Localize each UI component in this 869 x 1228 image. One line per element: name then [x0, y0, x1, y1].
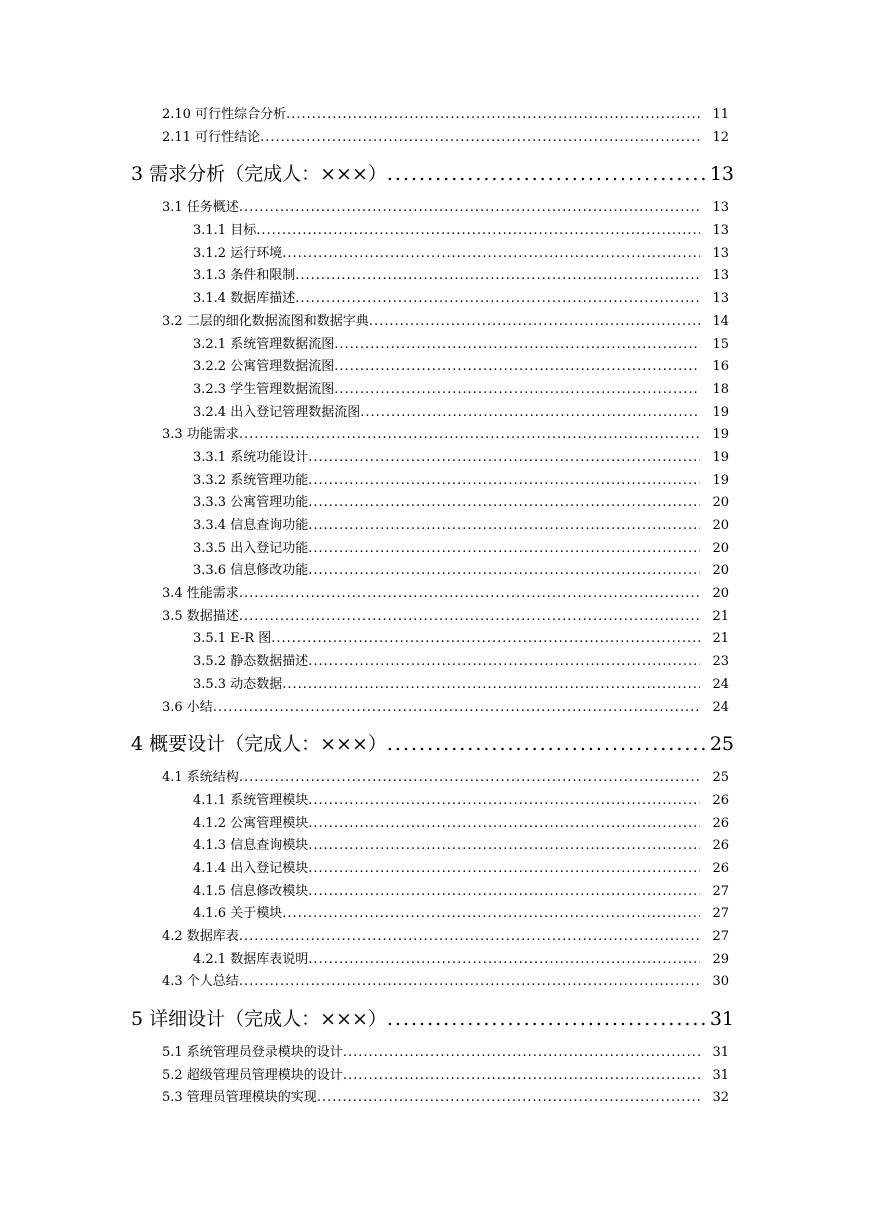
toc-page-number: 12 [712, 129, 729, 145]
toc-entry[interactable] [0, 288, 729, 311]
toc-leader-dots [256, 220, 700, 243]
toc-leader-dots [239, 197, 701, 220]
toc-entry[interactable] [0, 265, 729, 288]
toc-entry[interactable] [0, 470, 729, 493]
toc-entry-title: 2.10 可行性综合分析 [162, 107, 287, 122]
toc-entry[interactable] [0, 1042, 729, 1065]
toc-leader-dots [360, 402, 700, 425]
toc-entry[interactable] [0, 356, 729, 379]
toc-leader-dots [308, 651, 700, 674]
toc-page-number: 29 [712, 951, 729, 967]
toc-entry-title: 4.1 系统结构 [162, 770, 239, 786]
toc-leader-dots [260, 127, 700, 150]
toc-leader-dots [271, 628, 700, 651]
toc-entry[interactable] [0, 858, 729, 881]
toc-page-number: 19 [712, 404, 729, 420]
toc-entry-title: 3.3.2 系统管理功能 [193, 472, 309, 488]
toc-leader-dots [239, 424, 701, 447]
toc-page-number: 21 [712, 631, 729, 647]
toc-leader-dots [387, 1002, 708, 1036]
toc-entry[interactable] [0, 583, 729, 606]
toc-entry-title: 4 概要设计（完成人：×××） [131, 733, 387, 756]
toc-page-number: 31 [709, 1008, 734, 1031]
toc-page-number: 20 [712, 540, 729, 556]
toc-leader-dots [282, 674, 700, 697]
toc-entry-title: 5.2 超级管理员管理模块的设计 [162, 1067, 343, 1083]
toc-entry[interactable] [0, 311, 729, 334]
toc-page-number: 27 [712, 883, 729, 899]
toc-page-number: 31 [712, 1045, 729, 1061]
toc-leader-dots [308, 492, 700, 515]
toc-entry[interactable] [0, 515, 729, 538]
toc-page-number: 25 [709, 733, 734, 756]
toc-leader-dots [387, 157, 708, 191]
toc-entry-title: 3.5.1 E-R 图 [193, 631, 272, 647]
toc-entry-title: 3.2.3 学生管理数据流图 [193, 381, 335, 397]
toc-leader-dots [308, 538, 700, 561]
toc-entry-title: 4.1.5 信息修改模块 [193, 883, 309, 899]
toc-page-number: 26 [712, 792, 729, 808]
toc-entry-title: 3.1 任务概述 [162, 200, 239, 216]
toc-leader-dots [308, 835, 700, 858]
toc-entry[interactable] [0, 334, 729, 357]
toc-entry[interactable] [0, 949, 729, 972]
toc-leader-dots [308, 470, 700, 493]
toc-page-number: 13 [712, 223, 729, 239]
toc-page-number: 26 [712, 838, 729, 854]
toc-leader-dots [282, 903, 700, 926]
toc-page-number: 25 [712, 770, 729, 786]
toc-entry[interactable] [0, 1087, 729, 1110]
toc-entry[interactable] [0, 197, 729, 220]
toc-leader-dots [369, 311, 701, 334]
toc-leader-dots [343, 1065, 701, 1088]
toc-entry[interactable] [0, 971, 729, 994]
toc-entry[interactable] [0, 790, 729, 813]
toc-page-number: 31 [712, 1067, 729, 1083]
toc-entry-title: 3.4 性能需求 [162, 586, 239, 602]
toc-entry-title: 3.1.2 运行环境 [193, 245, 283, 261]
toc-entry[interactable] [0, 628, 729, 651]
toc-leader-dots [308, 949, 700, 972]
toc-entry[interactable] [0, 379, 729, 402]
toc-entry-title: 5.3 管理员管理模块的实现 [162, 1090, 317, 1106]
toc-entry[interactable] [0, 697, 729, 720]
toc-entry[interactable] [0, 881, 729, 904]
toc-page-number: 26 [712, 815, 729, 831]
toc-entry[interactable] [0, 835, 729, 858]
toc-entry-title: 3.2.2 公寓管理数据流图 [193, 359, 335, 375]
toc-entry[interactable] [0, 220, 729, 243]
toc-entry-title: 3.5.3 动态数据 [193, 676, 283, 692]
toc-entry-title: 5 详细设计（完成人：×××） [131, 1008, 387, 1031]
toc-entry[interactable] [0, 767, 729, 790]
toc-leader-dots [239, 767, 701, 790]
toc-page-number: 26 [712, 860, 729, 876]
toc-page-number: 21 [712, 608, 729, 624]
toc-page-number: 20 [712, 563, 729, 579]
toc-leader-dots [308, 881, 700, 904]
toc-entry-title: 3.1.1 目标 [193, 223, 257, 239]
toc-entry[interactable] [0, 674, 729, 697]
toc-entry-title: 3.5 数据描述 [162, 608, 239, 624]
toc-page-number: 27 [712, 929, 729, 944]
toc-page-number: 32 [712, 1090, 729, 1106]
toc-page-number: 19 [712, 427, 729, 443]
toc-entry[interactable] [0, 606, 729, 629]
toc-leader-dots [308, 447, 700, 470]
table-of-contents [0, 104, 869, 1110]
toc-entry[interactable] [0, 447, 729, 470]
toc-leader-dots [239, 971, 701, 994]
toc-leader-dots [286, 104, 700, 127]
toc-page-number: 15 [712, 336, 729, 352]
toc-entry[interactable] [0, 1065, 729, 1088]
toc-entry[interactable] [0, 903, 729, 926]
toc-leader-dots [239, 606, 701, 629]
toc-page-number: 13 [712, 268, 729, 284]
toc-entry-title: 4.1.3 信息查询模块 [193, 838, 309, 854]
toc-leader-dots [343, 1042, 701, 1065]
toc-leader-dots [387, 727, 708, 761]
toc-page-number: 16 [712, 359, 729, 375]
toc-entry[interactable] [0, 243, 729, 266]
toc-page-number: 19 [712, 472, 729, 488]
toc-entry[interactable] [0, 727, 734, 761]
toc-page-number: 14 [712, 313, 729, 329]
toc-entry[interactable] [0, 560, 729, 583]
toc-entry-title: 3.2.4 出入登记管理数据流图 [193, 404, 361, 420]
toc-page-number: 13 [712, 245, 729, 261]
toc-page-number: 30 [712, 974, 729, 990]
toc-page-number: 24 [712, 699, 729, 715]
toc-entry-title: 3.6 小结 [162, 699, 213, 715]
toc-entry[interactable] [0, 1002, 734, 1036]
toc-leader-dots [308, 560, 700, 583]
toc-page-number: 20 [712, 518, 729, 533]
toc-page-number: 23 [712, 654, 729, 670]
toc-entry-title: 3.3.5 出入登记功能 [193, 540, 309, 556]
toc-leader-dots [334, 356, 700, 379]
toc-entry[interactable] [0, 651, 729, 674]
toc-page-number: 24 [712, 676, 729, 692]
toc-entry-title: 4.1.2 公寓管理模块 [193, 815, 309, 831]
toc-entry-title: 4.1.4 出入登记模块 [193, 860, 309, 876]
toc-page-number: 20 [712, 495, 729, 511]
toc-entry[interactable] [0, 492, 729, 515]
toc-entry-title: 4.1.6 关于模块 [193, 906, 283, 922]
toc-entry-title: 3.5.2 静态数据描述 [193, 654, 309, 670]
toc-entry-title: 3.3.4 信息查询功能 [193, 518, 309, 533]
toc-entry-title: 3.1.3 条件和限制 [193, 268, 296, 284]
toc-page-number: 27 [712, 906, 729, 922]
toc-entry-title: 3.2 二层的细化数据流图和数据字典 [162, 313, 369, 329]
toc-entry[interactable] [0, 538, 729, 561]
toc-leader-dots [239, 583, 701, 606]
toc-entry-title: 4.1.1 系统管理模块 [193, 792, 309, 808]
toc-page-number: 20 [712, 586, 729, 602]
toc-entry[interactable] [0, 127, 729, 150]
toc-leader-dots [317, 1087, 701, 1110]
toc-leader-dots [308, 858, 700, 881]
toc-entry-title: 3.3.3 公寓管理功能 [193, 495, 309, 511]
toc-leader-dots [308, 790, 700, 813]
toc-entry-title: 3.1.4 数据库描述 [193, 291, 296, 307]
toc-leader-dots [213, 697, 701, 720]
toc-entry[interactable] [0, 926, 729, 949]
toc-page-number: 13 [709, 163, 734, 186]
toc-entry-title: 2.11 可行性结论 [162, 129, 261, 145]
toc-entry-title: 4.2 数据库表 [162, 929, 239, 944]
toc-leader-dots [239, 926, 701, 949]
toc-entry[interactable] [0, 157, 734, 191]
toc-entry-title: 5.1 系统管理员登录模块的设计 [162, 1045, 343, 1061]
toc-entry-title: 4.3 个人总结 [162, 974, 239, 990]
toc-entry[interactable] [0, 104, 729, 127]
toc-leader-dots [282, 243, 700, 266]
toc-entry-title: 3 需求分析（完成人：×××） [131, 163, 387, 186]
toc-entry[interactable] [0, 424, 729, 447]
toc-leader-dots [295, 288, 700, 311]
toc-entry-title: 3.2.1 系统管理数据流图 [193, 336, 335, 352]
toc-entry[interactable] [0, 813, 729, 836]
toc-page-number: 18 [712, 381, 729, 397]
toc-entry[interactable] [0, 402, 729, 425]
toc-page-number: 13 [712, 200, 729, 216]
toc-leader-dots [334, 334, 700, 357]
toc-entry-title: 3.3.1 系统功能设计 [193, 449, 309, 465]
toc-page-number: 19 [712, 449, 729, 465]
toc-page-number: 11 [712, 107, 729, 122]
toc-leader-dots [295, 265, 700, 288]
toc-page-number: 13 [712, 291, 729, 307]
toc-entry-title: 4.2.1 数据库表说明 [193, 951, 309, 967]
toc-entry-title: 3.3.6 信息修改功能 [193, 563, 309, 579]
toc-leader-dots [308, 813, 700, 836]
toc-leader-dots [308, 515, 700, 538]
toc-leader-dots [334, 379, 700, 402]
toc-entry-title: 3.3 功能需求 [162, 427, 239, 443]
